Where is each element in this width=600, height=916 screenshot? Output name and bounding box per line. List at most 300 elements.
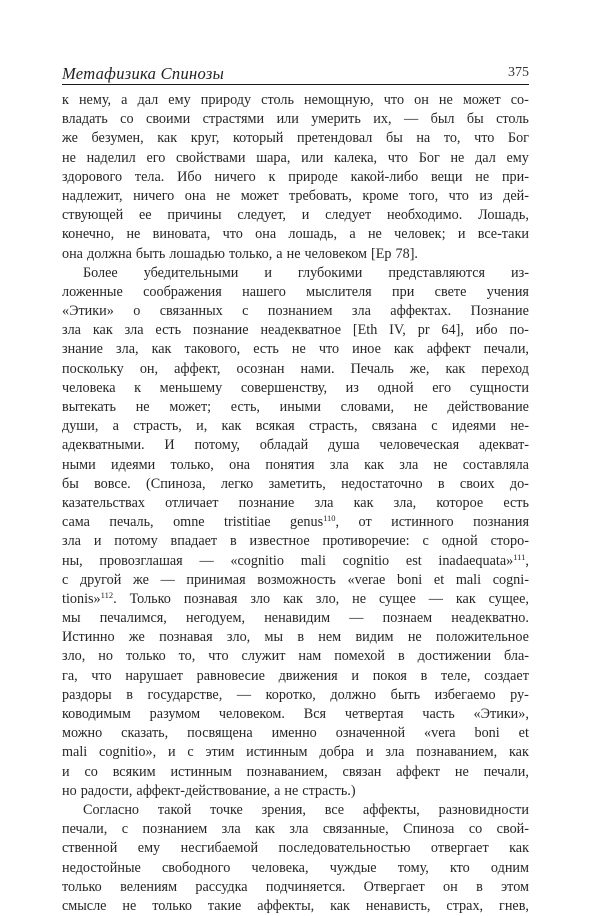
word: должна — [86, 245, 132, 262]
word: как — [455, 590, 476, 607]
word: аффект — [396, 763, 441, 780]
text-line — [62, 475, 529, 494]
running-head-title: Метафизика Спинозы — [62, 64, 225, 83]
word: страсть, — [133, 418, 182, 435]
word: а — [274, 782, 281, 799]
word: же, — [409, 360, 430, 377]
word: «cognitio — [230, 552, 284, 569]
word: с — [422, 533, 429, 550]
word: аффекты, — [257, 897, 315, 914]
word: cognitio», — [99, 744, 157, 761]
word: сторо- — [490, 533, 529, 550]
word: недостаточно — [341, 475, 423, 492]
word: не — [122, 897, 137, 914]
word: зла — [329, 456, 349, 473]
word: И — [164, 437, 175, 454]
text-line — [62, 897, 529, 916]
text-line — [62, 436, 529, 455]
word: не — [135, 399, 150, 415]
word: Познание — [470, 303, 529, 320]
word: умерить — [311, 111, 361, 128]
word: истинным — [170, 763, 232, 780]
word: бы — [385, 130, 403, 147]
word: идеями — [111, 456, 156, 473]
text-line — [62, 110, 529, 129]
word: Ибо — [177, 168, 202, 185]
word: при- — [501, 168, 529, 185]
word: столь — [261, 92, 294, 108]
word: omne — [173, 514, 205, 531]
word: tionis»$^{112}$. — [62, 589, 117, 607]
word: человек; — [394, 226, 446, 243]
word: впадает — [170, 533, 218, 550]
word: зла — [351, 303, 371, 320]
word: претендовал — [296, 130, 373, 147]
word: поскольку — [62, 360, 124, 377]
word: человеком — [304, 245, 367, 262]
footnote-ref[interactable]: 110 — [323, 513, 336, 524]
word: и — [366, 744, 374, 761]
word: человека, — [251, 859, 309, 876]
word: о — [133, 303, 141, 320]
word: познавая — [159, 629, 213, 646]
word: страсть, — [308, 418, 358, 435]
text-line — [62, 494, 529, 513]
word: что — [208, 648, 229, 665]
text-line — [62, 264, 529, 283]
word: она — [62, 245, 83, 262]
word: надлежит, — [62, 187, 123, 204]
word: и — [264, 264, 272, 281]
word: меньшему — [159, 379, 223, 396]
word: он, — [139, 360, 159, 377]
word: возможность — [257, 571, 336, 588]
word: со- — [510, 92, 529, 108]
word: mali — [455, 571, 482, 588]
word: именно — [271, 725, 317, 742]
word: печали, — [483, 763, 529, 780]
text-line — [62, 820, 529, 839]
word: (Спиноза, — [146, 475, 206, 492]
word: словами, — [340, 399, 395, 415]
text-line — [62, 513, 529, 532]
footnote-ref[interactable]: 112 — [100, 589, 114, 600]
word: не — [284, 782, 299, 799]
word: как — [509, 840, 529, 857]
word: зла — [62, 322, 81, 339]
footnote-ref[interactable]: 111 — [513, 551, 526, 562]
word: Более — [83, 264, 118, 281]
word: адекват- — [478, 437, 529, 454]
word: же — [62, 130, 78, 147]
word: из — [479, 187, 493, 204]
word: связанных — [159, 303, 223, 320]
word: нами. — [300, 360, 335, 377]
word: как — [283, 590, 303, 607]
word: — — [236, 686, 252, 703]
word: как — [353, 494, 374, 511]
word: последовательностью — [278, 840, 411, 857]
word: что — [474, 130, 495, 147]
word: может — [462, 92, 501, 108]
word: познание — [238, 494, 295, 511]
text-line — [62, 647, 529, 666]
text-line — [62, 456, 529, 475]
word: глубокими — [297, 264, 363, 281]
word: и — [93, 533, 102, 550]
word: познаем — [382, 610, 433, 627]
word: может — [240, 187, 279, 204]
word: вытекать — [62, 399, 117, 415]
word: столь — [496, 111, 529, 128]
word: свете — [434, 283, 467, 300]
word: одним — [490, 859, 529, 876]
word: нему, — [78, 92, 112, 108]
word: познание — [192, 322, 249, 339]
word: «vera — [424, 725, 456, 742]
word: не — [126, 226, 141, 243]
word: в — [229, 533, 237, 550]
word: лошадь, — [288, 226, 338, 243]
word: истинного — [391, 514, 454, 531]
word: «Этики», — [473, 706, 529, 722]
word: то, — [443, 130, 461, 147]
word: круг, — [190, 130, 220, 147]
word: только, — [229, 245, 273, 262]
word: виновата, — [152, 226, 211, 243]
word: ными — [62, 456, 96, 473]
word: которое — [436, 494, 484, 511]
word: есть, — [230, 399, 260, 415]
word: нем — [318, 629, 342, 646]
word: ничего — [133, 187, 175, 204]
word: посвящена — [187, 725, 253, 742]
word: только — [125, 648, 166, 665]
text-line — [62, 801, 529, 820]
word: зрения, — [261, 801, 306, 818]
word: pr — [417, 322, 430, 339]
word: осознан — [236, 360, 285, 377]
word: сущее — [379, 590, 416, 607]
word: помехой — [334, 648, 385, 665]
word: genus$^{110}$, — [290, 513, 340, 531]
word: сама — [62, 514, 90, 531]
word: не — [62, 149, 76, 166]
word: понятия — [265, 456, 315, 473]
word: покоя — [372, 667, 407, 684]
word: аффект-действование, — [136, 782, 271, 799]
word: Печаль — [350, 360, 394, 377]
word: аффектах. — [390, 303, 452, 320]
body-text — [62, 91, 529, 916]
word: идеями — [451, 418, 497, 435]
word: несгибаемой — [180, 840, 259, 857]
word: по- — [509, 322, 529, 339]
word: boni — [397, 571, 423, 588]
word: нам — [298, 648, 322, 665]
word: с — [187, 744, 194, 761]
word: неадекватное — [260, 322, 342, 339]
word: лошадью — [169, 245, 225, 262]
word: что — [387, 149, 408, 166]
word: неадекватно. — [451, 610, 529, 627]
word: учения — [486, 283, 529, 300]
word: ему — [506, 149, 529, 166]
text-line — [62, 590, 529, 609]
word: или — [276, 111, 299, 128]
word: что — [222, 226, 243, 243]
word: ложенные — [62, 283, 123, 300]
text-line — [62, 628, 529, 647]
word: mali — [62, 744, 88, 761]
word: [Eth — [352, 322, 378, 339]
word: свободного — [161, 859, 231, 876]
word: бы — [466, 111, 484, 128]
word: зла — [289, 821, 309, 838]
word: который — [232, 130, 284, 147]
word: не — [433, 456, 448, 473]
word: может; — [169, 399, 212, 415]
text-line — [62, 859, 529, 878]
word: к — [134, 379, 142, 396]
word: что — [91, 667, 112, 684]
word: и — [457, 226, 466, 243]
word: но — [98, 648, 113, 665]
word: сущности — [469, 379, 529, 396]
word: такового, — [184, 341, 241, 358]
word: ничего — [214, 168, 256, 185]
word: часть — [422, 706, 455, 722]
word: калека, — [334, 149, 378, 166]
word: и — [301, 207, 310, 224]
word: коротко, — [265, 686, 316, 703]
word: из — [345, 379, 359, 396]
word: со — [120, 111, 134, 128]
word: аффект — [426, 341, 471, 358]
word: сказать, — [121, 725, 169, 742]
word: адекватными. — [62, 437, 145, 454]
word: зла — [399, 456, 419, 473]
word: точке — [210, 801, 243, 818]
word: иное — [352, 341, 381, 358]
word: этом — [501, 878, 529, 895]
word: переход — [481, 360, 529, 377]
word: нарушает — [125, 667, 183, 684]
word: [Ep — [371, 245, 392, 262]
word: одной — [377, 379, 414, 396]
word: не — [286, 245, 301, 262]
word: смысле — [62, 897, 107, 914]
word: ибо — [475, 322, 498, 339]
word: разновидности — [438, 801, 529, 818]
word: в — [397, 648, 405, 665]
word: бла- — [504, 648, 529, 665]
word: познаванием, — [246, 763, 328, 780]
word: ководимым — [62, 706, 131, 722]
text-line — [62, 532, 529, 551]
word: печаль, — [109, 514, 154, 531]
word: до- — [509, 475, 529, 492]
text-line — [62, 302, 529, 321]
word: со — [468, 821, 483, 838]
word: как — [509, 744, 529, 761]
text-line — [62, 705, 529, 724]
word: не — [438, 92, 453, 108]
word: должно — [330, 686, 377, 703]
word: следует — [325, 207, 372, 224]
text-line — [62, 379, 529, 398]
word: тела. — [134, 168, 165, 185]
text-line — [62, 206, 529, 225]
word: — — [160, 571, 175, 588]
word: только, — [170, 456, 214, 473]
text-line — [62, 398, 529, 417]
word: создает — [484, 667, 529, 684]
text-line — [62, 743, 529, 762]
word: движения — [278, 667, 338, 684]
word: свойствами — [176, 149, 246, 166]
word: отличает — [165, 494, 219, 511]
word: какой-либо — [350, 168, 419, 185]
word: одной — [441, 533, 478, 550]
word: ее — [139, 207, 152, 224]
word: мы — [264, 629, 284, 646]
word: положительное — [436, 629, 529, 646]
word: на — [416, 130, 431, 147]
word: с — [62, 571, 69, 588]
word: только — [152, 897, 192, 914]
word: есть — [503, 494, 529, 511]
word: всякая — [255, 418, 295, 435]
word: печали, — [62, 821, 108, 838]
word: зла — [385, 744, 405, 761]
word: с — [121, 821, 129, 838]
word: зло, — [226, 629, 251, 646]
word: равновесие — [196, 667, 265, 684]
word: печалимся, — [99, 610, 167, 627]
text-line — [62, 149, 529, 168]
word: но — [62, 782, 77, 799]
word: — — [349, 610, 364, 627]
word: теле, — [441, 667, 471, 684]
word: убедительными — [143, 264, 239, 281]
word: познанием — [267, 303, 333, 320]
word: не — [367, 226, 382, 243]
word: аффекты, — [362, 801, 420, 818]
word: вещи — [431, 168, 463, 185]
word: зла — [62, 533, 81, 550]
word: быть — [390, 686, 421, 703]
word: как — [92, 322, 113, 339]
word: нашего — [242, 283, 286, 300]
word: зла — [124, 322, 144, 339]
text-line — [62, 782, 529, 801]
text-line — [62, 129, 529, 148]
word: и — [62, 763, 70, 780]
word: она — [184, 187, 206, 204]
text-line — [62, 724, 529, 743]
word: и — [167, 744, 176, 761]
word: et — [518, 725, 529, 742]
word: его — [146, 149, 166, 166]
text-line — [62, 571, 529, 590]
word: а — [112, 418, 119, 435]
word: не — [216, 187, 231, 204]
word: ственной — [62, 840, 118, 857]
word: истинным — [246, 744, 308, 761]
word: boni — [474, 725, 500, 742]
text-line — [62, 878, 529, 897]
word: к — [268, 168, 276, 185]
word: cogni- — [492, 571, 529, 588]
word: est — [405, 552, 422, 569]
word: велениям — [120, 878, 178, 895]
word: дей- — [503, 187, 529, 204]
page-number: 375 — [508, 65, 529, 80]
word: не — [413, 399, 428, 415]
word: его — [432, 379, 452, 396]
word: человеческая — [379, 437, 460, 454]
word: как — [393, 341, 414, 358]
word: причины — [167, 207, 222, 224]
word: — — [428, 590, 443, 607]
text-line — [62, 321, 529, 340]
word: раздоры — [62, 686, 112, 703]
word: Бог — [507, 130, 529, 147]
word: страстями — [202, 111, 265, 128]
word: наделил — [86, 149, 136, 166]
word: Спиноза — [403, 821, 455, 838]
word: не — [407, 629, 422, 646]
word: не — [454, 763, 469, 780]
word: соображения — [143, 283, 222, 300]
word: познавая — [183, 590, 238, 607]
word: Согласно — [83, 801, 140, 818]
word: к — [62, 92, 69, 108]
word: совершенству, — [240, 379, 328, 396]
word: страсть.) — [302, 782, 356, 799]
word: их, — [373, 111, 392, 128]
word: конечно, — [62, 226, 115, 243]
word: действование — [447, 399, 529, 415]
word: аффект, — [174, 360, 221, 377]
word: такие — [207, 897, 242, 914]
word: подчиняется. — [265, 878, 346, 895]
word: знание — [62, 341, 103, 358]
word: своими — [146, 111, 191, 128]
text-line — [62, 552, 529, 571]
word: природе — [288, 168, 338, 185]
word: зло, — [315, 590, 340, 607]
word: как — [221, 418, 242, 435]
word: mali — [300, 552, 326, 569]
text-line — [62, 763, 529, 782]
word: со — [84, 763, 98, 780]
word: «Этики» — [62, 303, 114, 320]
text-line — [62, 283, 529, 302]
text-line — [62, 417, 529, 436]
text-line — [62, 91, 529, 110]
word: от — [358, 514, 372, 531]
word: га, — [62, 667, 78, 684]
word: необходимо. — [386, 207, 463, 224]
word: познанием — [142, 821, 208, 838]
text-line — [62, 187, 529, 206]
word: провозглашая — [99, 552, 183, 569]
word: 64], — [441, 322, 464, 339]
word: познаванием, — [416, 744, 498, 761]
word: мыслителя — [306, 283, 372, 300]
